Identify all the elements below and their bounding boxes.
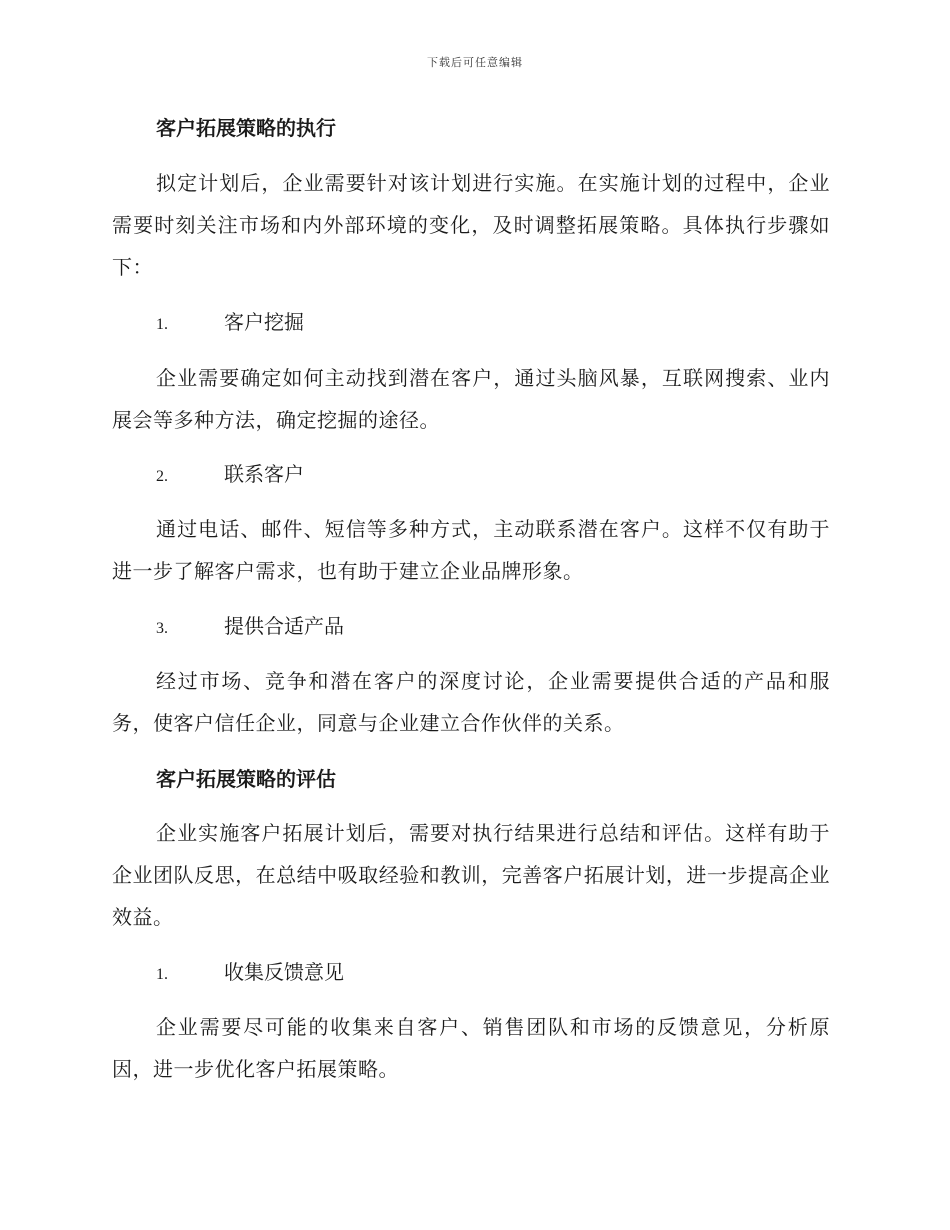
paragraph-collect-feedback: 企业需要尽可能的收集来自客户、销售团队和市场的反馈意见，分析原因，进一步优化客户拓展策略。 <box>112 1015 830 1081</box>
paragraph-contact-customer: 通过电话、邮件、短信等多种方式，主动联系潜在客户。这样不仅有助于进一步了解客户需求，也有助于建立企业品牌形象。 <box>112 517 830 583</box>
list-item-title: 联系客户 <box>224 462 304 486</box>
list-item-provide-product <box>112 614 874 641</box>
list-item-title: 客户挖掘 <box>224 310 304 334</box>
section-heading-evaluation: 客户拓展策略的评估 <box>156 767 336 791</box>
list-item-customer-mining <box>112 310 874 337</box>
section-heading-execution: 客户拓展策略的执行 <box>156 116 336 140</box>
list-item-title: 提供合适产品 <box>224 614 344 638</box>
header-note: 下载后可任意编辑 <box>427 56 523 69</box>
list-number: 1. <box>156 316 168 333</box>
paragraph-execution-intro: 拟定计划后，企业需要针对该计划进行实施。在实施计划的过程中，企业需要时刻关注市场和内外部环境的变化，及时调整拓展策略。具体执行步骤如下： <box>112 171 830 279</box>
list-item-contact-customer <box>112 462 874 489</box>
list-item-title: 收集反馈意见 <box>224 960 344 984</box>
paragraph-customer-mining: 企业需要确定如何主动找到潜在客户，通过头脑风暴，互联网搜索、业内展会等多种方法，确定挖掘的途径。 <box>112 366 830 432</box>
list-number: 1. <box>156 966 168 983</box>
paragraph-provide-product: 经过市场、竞争和潜在客户的深度讨论，企业需要提供合适的产品和服务，使客户信任企业，同意与企业建立合作伙伴的关系。 <box>112 669 830 735</box>
list-number: 3. <box>156 620 168 637</box>
list-item-collect-feedback <box>112 960 874 987</box>
paragraph-evaluation-intro: 企业实施客户拓展计划后，需要对执行结果进行总结和评估。这样有助于企业团队反思，在总结中吸取经验和教训，完善客户拓展计划，进一步提高企业效益。 <box>112 821 830 929</box>
list-number: 2. <box>156 468 168 485</box>
